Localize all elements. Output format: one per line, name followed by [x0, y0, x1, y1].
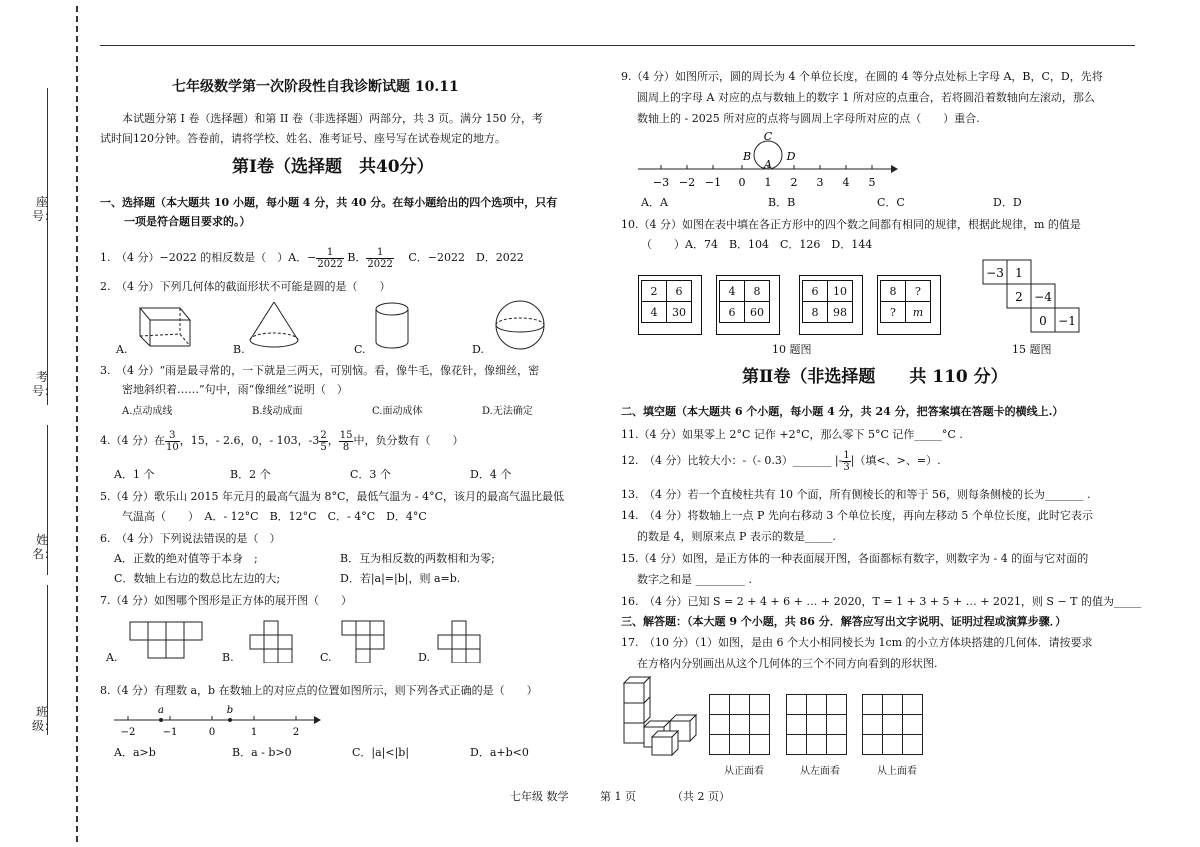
q7-option-d: D. [418, 651, 430, 664]
name-label: 姓名： [32, 533, 57, 561]
question-9-line-1: 9.（4 分）如图所示，圆的周长为 4 个单位长度，在圆的 4 等分点处标上字母 A，B，C，D，先将 [621, 70, 1103, 83]
q8-tick: 0 [208, 727, 216, 738]
q8-tick: 1 [250, 727, 258, 738]
question-4: 4.（4 分）在 $\frac{3}{10}$ ，15，- 2.6，0，- 103，-3 $\frac{2}{5}$ ， $\frac{15}{8}$ 中，负分数有（ ） [100, 429, 464, 453]
q7-option-b: B. [222, 651, 234, 664]
q4-option-d: D．4 个 [470, 468, 512, 481]
question-17-line-1: 17. （10 分）（1）如图，是由 6 个大小相同棱长为 1cm 的小立方体块搭建的几何体．请按要求 [621, 636, 1093, 649]
q9-option-b: B．B [768, 196, 796, 209]
footer-total: （共 2 页） [672, 790, 730, 803]
q10-figure-caption: 10 题图 [772, 343, 812, 356]
q15-cube-net-figure [980, 258, 1088, 336]
question-6: 6. （4 分）下列说法错误的是（ ） [100, 532, 281, 545]
q17-cube-stack-figure [620, 675, 706, 757]
cone-figure [244, 298, 304, 350]
left-view-grid[interactable] [786, 694, 847, 755]
q8-option-c: C．|a|<|b| [352, 746, 410, 759]
footer-page: 第 1 页 [600, 790, 636, 803]
q2-option-b: B. [233, 343, 245, 356]
question-5-line-2: 气温高（ ） A．- 12°C B．12°C C．- 4°C D．4°C [122, 510, 427, 523]
q9-tick: 5 [868, 176, 876, 189]
question-15-line-1: 15.（4 分）如图，是正方体的一种表面展开图，各面都标有数字，则数字为 - 4 的面与它对面的 [621, 552, 1089, 565]
q8-point-a: a [158, 705, 164, 716]
net-figure-a [126, 620, 206, 662]
cylinder-figure [370, 300, 414, 352]
question-9-line-3: 数轴上的 - 2025 所对应的点将与圆周上字母所对应的点（ ）重合. [637, 112, 980, 125]
q2-option-c: C. [354, 343, 366, 356]
question-11: 11.（4 分）如果零上 2°C 记作 +2°C，那么零下 5°C 记作_____°C . [621, 428, 963, 441]
net-figure-d [436, 619, 496, 663]
q3-option-c: C.面动成体 [372, 406, 423, 417]
q9-tick: −1 [704, 176, 722, 189]
footer-subject: 七年级 数学 [510, 790, 569, 803]
q4-option-a: A．1 个 [114, 468, 155, 481]
q15-net-cell: −1 [1058, 314, 1076, 328]
q9-tick: −2 [678, 176, 696, 189]
q8-option-d: D．a+b<0 [470, 746, 529, 759]
intro-line-2: 试时间120分钟。答卷前，请将学校、姓名、准考证号、座号写在试卷规定的地方。 [100, 132, 506, 145]
q9-letter-a: A [764, 158, 772, 171]
question-14-line-2: 的数是 4，则原来点 P 表示的数是_____. [637, 530, 836, 543]
q1-fraction-a: $\frac{1}{2022}$ [317, 246, 343, 270]
q9-tick: 4 [842, 176, 850, 189]
q9-tick: 2 [790, 176, 798, 189]
seat-label: 座号： [32, 195, 57, 223]
front-view-caption: 从正面看 [724, 766, 764, 777]
question-5-line-1: 5.（4 分）歌乐山 2015 年元月的最高气温为 8°C，最低气温为 - 4°C，该月的最高气温比最低 [100, 490, 565, 503]
question-2: 2. （4 分）下列几何体的截面形状不可能是圆的是（ ） [100, 280, 391, 293]
q9-number-line-figure [636, 128, 898, 194]
top-view-caption: 从上面看 [877, 766, 917, 777]
left-view-caption: 从左面看 [800, 766, 840, 777]
q9-tick: 0 [738, 176, 746, 189]
binding-margin [0, 0, 88, 847]
question-10-line-2: （ ）A．74 B．104 C．126 D．144 [641, 238, 873, 251]
q7-option-a: A. [106, 651, 118, 664]
question-3-line-2: 密地斜织着……”句中，雨“像细丝”说明（ ） [122, 383, 348, 396]
q9-letter-d: D [786, 150, 796, 163]
question-1: 1. （4 分）−2022 的相反数是（ ）A．− $\frac{1}{2022}$ B． $\frac{1}{2022}$ C．−2022 D．2022 [100, 246, 524, 270]
class-label: 班级： [32, 705, 57, 733]
q4-option-c: C．3 个 [350, 468, 391, 481]
q9-option-d: D．D [993, 196, 1022, 209]
q7-option-c: C. [320, 651, 332, 664]
q8-number-line [110, 702, 322, 738]
question-10-line-1: 10.（4 分）如图在表中填在各正方形中的四个数之间都有相同的规律，根据此规律，m 的值是 [621, 218, 1081, 231]
q6-option-d: D．若|a|=|b|，则 a=b. [340, 572, 461, 585]
q8-tick: −1 [162, 727, 178, 738]
q2-option-d: D. [472, 343, 484, 356]
q9-letter-b: B [742, 150, 752, 163]
q2-option-a: A. [116, 343, 128, 356]
q9-option-a: A．A [641, 196, 668, 209]
q15-figure-caption: 15 题图 [1012, 343, 1052, 356]
question-17-line-2: 在方格内分别画出从这个几何体的三个不同方向看到的形状图. [637, 657, 938, 670]
q10-grid-2: 4 8 6 60 [719, 280, 770, 323]
exam-no-label: 考号： [32, 370, 57, 398]
q3-option-a: A.点动成线 [122, 406, 173, 417]
exam-title: 七年级数学第一次阶段性自我诊断试题 10.11 [172, 79, 459, 95]
question-16: 16. （4 分）已知 S = 2 + 4 + 6 + … + 2020，T = 1 + 3 + 5 + … + 2021，则 S − T 的值为_____ [621, 595, 1142, 608]
q9-option-c: C．C [877, 196, 905, 209]
q3-option-d: D.无法确定 [482, 406, 533, 417]
question-3-line-1: 3. （4 分）“雨是最寻常的，一下就是三两天，可别恼。看，像牛毛，像花针，像细丝，密 [100, 364, 540, 377]
q8-point-b: b [226, 705, 234, 716]
question-14-line-1: 14. （4 分）将数轴上一点 P 先向右移动 3 个单位长度，再向左移动 5 个单位长度，此时它表示 [621, 509, 1093, 522]
q10-grid-4: 8 ? ? m [880, 280, 931, 323]
question-8: 8.（4 分）有理数 a，b 在数轴上的对应点的位置如图所示，则下列各式正确的是（ ） [100, 684, 538, 697]
q8-option-a: A．a>b [114, 746, 156, 759]
q6-option-a: A．正数的绝对值等于本身 ; [114, 552, 258, 565]
q10-grid-3: 6 10 8 98 [802, 280, 853, 323]
q15-net-cell: −3 [986, 266, 1004, 280]
q4-option-b: B．2 个 [230, 468, 271, 481]
section2-heading: 二、填空题（本大题共 6 个小题，每小题 4 分，共 24 分，把答案填在答题卡的横线上.） [621, 405, 1064, 418]
question-7: 7.（4 分）如图哪个图形是正方体的展开图（ ） [100, 594, 352, 607]
question-15-line-2: 数字之和是 _________ . [637, 573, 752, 586]
q9-tick: 1 [764, 176, 772, 189]
q3-option-b: B.线动成面 [252, 406, 303, 417]
q6-option-b: B．互为相反数的两数相和为零; [340, 552, 495, 565]
q15-net-cell: 1 [1015, 266, 1023, 280]
q15-net-cell: −4 [1034, 290, 1052, 304]
q15-net-cell: 0 [1039, 314, 1047, 328]
q1-fraction-b: $\frac{1}{2022}$ [367, 246, 393, 270]
triangular-prism-figure [128, 298, 192, 348]
sphere-figure [492, 298, 548, 352]
section3-heading: 三、解答题：（本大题 9 个小题，共 86 分．解答应写出文字说明、证明过程或演算步骤．） [621, 615, 1067, 628]
q8-tick: 2 [292, 727, 300, 738]
q9-tick: 3 [816, 176, 824, 189]
q9-tick: −3 [652, 176, 670, 189]
section1-heading-2: 一项是符合题目要求的。） [124, 215, 251, 228]
cut-line [76, 6, 78, 842]
intro-line-1: 本试题分第 I 卷（选择题）和第 II 卷（非选择题）两部分，共 3 页。满分 150 分，考 [122, 112, 543, 125]
question-13: 13. （4 分）若一个直棱柱共有 10 个面，所有侧棱长的和等于 56，则每条侧棱的长为_______ . [621, 488, 1091, 501]
front-view-grid[interactable] [709, 694, 770, 755]
q9-letter-c: C [763, 130, 773, 143]
q10-grid-1: 2 6 4 30 [641, 280, 692, 323]
question-12: 12. （4 分）比较大小：-（- 0.3）_______ |- $\frac{1}{3}$ |（填<、>、=）. [621, 449, 941, 473]
header-rule [100, 45, 1135, 46]
top-view-grid[interactable] [862, 694, 923, 755]
net-figure-c [340, 619, 400, 663]
q15-net-cell: 2 [1015, 290, 1023, 304]
net-figure-b [244, 619, 306, 663]
part1-title: 第Ⅰ卷（选择题 共40分） [232, 157, 434, 177]
q8-option-b: B．a - b>0 [232, 746, 292, 759]
part2-title: 第Ⅱ卷（非选择题 共 110 分） [742, 367, 1008, 387]
q6-option-c: C．数轴上右边的数总比左边的大; [114, 572, 281, 585]
q8-tick: −2 [120, 727, 136, 738]
question-9-line-2: 圆周上的字母 A 对应的点与数轴上的数字 1 所对应的点重合，若将圆沿着数轴向左滚动，那么 [637, 91, 1095, 104]
section1-heading: 一、选择题（本大题共 10 小题，每小题 4 分，共 40 分。在每小题给出的四个选项中，只有 [100, 196, 558, 209]
